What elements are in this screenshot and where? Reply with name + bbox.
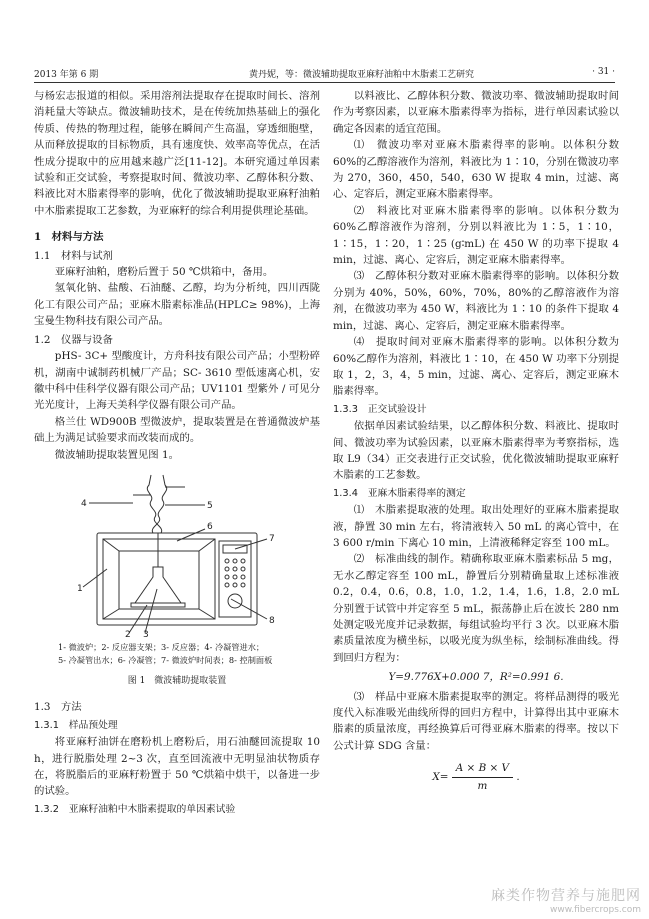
measurement-paragraph-1: ⑴ 木脂素提取液的处理。取出处理好的亚麻木脂素提取液，静置 30 min 左右，将清液转入 50 mL 的离心管中，在 3 600 r/min 下离心 10 min，上清液稀释定容至 100 mL。	[333, 504, 619, 549]
section-heading-1-3-1: 1.3.1 样品预处理	[34, 719, 118, 731]
figure-legend-line-1: 1- 微波炉；2- 反应器支架；3- 反应器；4- 冷凝管进水；	[58, 641, 265, 652]
formula-denominator: m	[477, 779, 488, 792]
pretreatment-paragraph: 将亚麻籽油饼在磨粉机上磨粉后，用石油醚回流提取 10 h，进行脱脂处理 2~3 次，直至回流液中无明显油状物质存在，将脱脂后的亚麻籽粉置于 50 ℃烘箱中烘干，以备进一步的试验。	[34, 736, 320, 798]
reactor-support-shape	[131, 603, 185, 607]
apparatus-diagram	[67, 469, 287, 639]
content-formula	[333, 760, 619, 794]
regression-equation: Y=9.776X+0.000 7，R²=0.991 6.	[388, 671, 564, 684]
formula-fraction	[452, 760, 513, 794]
diagram-label-2: 2	[125, 629, 131, 639]
factor-time-paragraph: ⑷ 提取时间对亚麻木脂素得率的影响。以体积分数为 60%乙醇作为溶剂，料液比 1∶10，在 450 W 功率下分别提取 1，2，3，4，5 min，过滤、离心、定容后，测定亚麻木脂素得率。	[333, 336, 619, 398]
figure-legend-line-2: 5- 冷凝管出水；6- 冷凝管；7- 微波炉时间表；8- 控制面板	[58, 654, 273, 665]
header-rule	[34, 82, 615, 83]
control-panel-buttons	[223, 545, 247, 608]
section-heading-1-2: 1.2 仪器与设备	[34, 333, 113, 346]
issue-label: 2013 年第 6 期	[34, 70, 99, 80]
intro-paragraph: 与杨宏志报道的相似。采用溶剂法提取存在提取时间长、溶剂消耗量大等缺点。微波辅助技术，是在传统加热基础上的强化传质、传热的物理过程，能够在瞬间产生高温，穿透细胞壁，从而释放提取的目标物质，具有速度快、效率高等优点，在活性成分提取中的应用越来越广泛[11-12]。本研究通过单因素试验和正交试验，考察提取时间、微波功率、乙醇体积分数、料液比对木脂素得率的影响，优化了微波辅助提取亚麻籽油粕中木脂素提取工艺参数，为亚麻籽的综合利用提供理论基础。	[34, 90, 320, 217]
right-column	[333, 88, 619, 794]
microwave-oven-shape	[97, 533, 257, 625]
watermark-url: www.fibercrops.com	[550, 905, 641, 915]
formula-end: .	[516, 771, 520, 784]
diagram-label-3: 3	[143, 629, 149, 639]
running-header	[34, 64, 615, 82]
diagram-label-1: 1	[77, 583, 83, 594]
diagram-label-5: 5	[207, 500, 213, 511]
instrument-paragraph-3: 微波辅助提取装置见图 1。	[54, 448, 180, 461]
formula-lhs: X=	[432, 771, 449, 784]
measurement-paragraph-2: ⑵ 标准曲线的制作。精确称取亚麻木脂素标品 5 mg，无水乙醇定容至 100 mL，静置后分别精确量取上述标准液 0.2，0.4，0.6，0.8，1.0，1.2，1.4，1.6，1.8，2.0 mL 分别置于试管中并定容至 5 mL，振荡静止后在波长 280 nm 处测定吸光度并记录数据，每组试验均平行 3 次。以亚麻木脂素质量浓度为横坐标，以吸光度为纵坐标，绘制标准曲线。得到回归方程为：	[333, 553, 619, 664]
reactor-flask-shape	[135, 567, 181, 603]
measurement-paragraph-3: ⑶ 样品中亚麻木脂素提取率的测定。将样品测得的吸光度代入标准吸光曲线所得的回归方程中，计算得出其中亚麻木脂素的质量浓度，再经换算后可得亚麻木脂素的得率。按以下公式计算 SDG 含量：	[333, 690, 619, 752]
section-heading-1: 1 材料与方法	[34, 231, 104, 244]
watermark-title: 麻类作物营养与施肥网	[491, 888, 641, 904]
section-heading-1-3-3: 1.3.3 正交试验设计	[333, 403, 427, 415]
condenser-coil-shape	[152, 475, 166, 533]
single-factor-paragraph: 以料液比、乙醇体积分数、微波功率、微波辅助提取时间作为考察因素，以亚麻木脂素得率为指标，进行单因素试验以确定各因素的适宜范围。	[333, 90, 619, 135]
diagram-label-7: 7	[269, 533, 275, 544]
figure-caption: 图 1 微波辅助提取装置	[127, 675, 227, 686]
factor-ratio-paragraph: ⑵ 料液比对亚麻木脂素得率的影响。以体积分数为 60%乙醇溶液作为溶剂，分别以料液比为 1∶5，1∶10，1∶15，1∶20，1∶25 (g∶mL) 在 450 W 的功率下提取 4 min，过滤、离心、定容后，测定亚麻木脂素得率。	[333, 204, 619, 267]
section-heading-1-3-4: 1.3.4 亚麻木脂素得率的测定	[333, 487, 466, 499]
site-watermark	[491, 885, 641, 915]
page-number: · 31 ·	[592, 67, 615, 77]
section-heading-1-3-2: 1.3.2 亚麻籽油粕中木脂素提取的单因素试验	[34, 803, 236, 815]
formula-numerator: A × B × V	[452, 760, 513, 777]
factor-power-paragraph: ⑴ 微波功率对亚麻木脂素得率的影响。以体积分数 60%的乙醇溶液作为溶剂，料液比为 1∶10，分别在微波功率为 270，360，450，540，630 W 提取 4 min，过滤、离心、定容后，测定亚麻木脂素得率。	[333, 139, 619, 201]
material-paragraph-2: 氢氧化钠、盐酸、石油醚、乙醇，均为分析纯，四川西陇化工有限公司产品；亚麻木脂素标准品(HPLC≥ 98%)，上海宝曼生物科技有限公司产品。	[34, 282, 320, 328]
diagram-label-4: 4	[81, 498, 87, 509]
diagram-label-8: 8	[269, 615, 275, 626]
instrument-paragraph-1: pHS- 3C+ 型酸度计，方舟科技有限公司产品；小型粉碎机，湖南中诚制药机械厂产品；SC- 3610 型低速离心机，安徽中科中佳科学仪器有限公司产品；UV1101 型紫外 / 可见分光光度计，上海天美科学仪器有限公司产品。	[34, 350, 320, 412]
section-heading-1-3: 1.3 方法	[34, 701, 82, 714]
orthogonal-paragraph: 依据单因素试验结果，以乙醇体积分数、料液比、提取时间、微波功率为试验因素，以亚麻木脂素得率为考察指标，选取 L9（34）正交表进行正交试验，优化微波辅助提取亚麻籽木脂素的工艺参数。	[333, 420, 619, 482]
article-running-title: 黄丹妮，等：微波辅助提取亚麻籽油粕中木脂素工艺研究	[249, 70, 475, 80]
left-column	[34, 88, 320, 818]
figure-1-apparatus	[34, 469, 320, 689]
material-paragraph-1: 亚麻籽油粕，磨粉后置于 50 ℃烘箱中，备用。	[54, 266, 274, 279]
section-heading-1-1: 1.1 材料与试剂	[34, 249, 113, 262]
instrument-paragraph-2: 格兰仕 WD900B 型微波炉，提取装置是在普通微波炉基础上为满足试验要求而改装而成的。	[34, 415, 320, 445]
factor-ethanol-paragraph: ⑶ 乙醇体积分数对亚麻木脂素得率的影响。以体积分数分别为 40%，50%，60%，70%，80%的乙醇溶液作为溶剂，在微波功率为 450 W，料液比为 1∶10 的条件下提取 4 min，过滤、离心、定容后，测定亚麻木脂素得率。	[333, 270, 619, 332]
diagram-label-6: 6	[207, 521, 213, 532]
